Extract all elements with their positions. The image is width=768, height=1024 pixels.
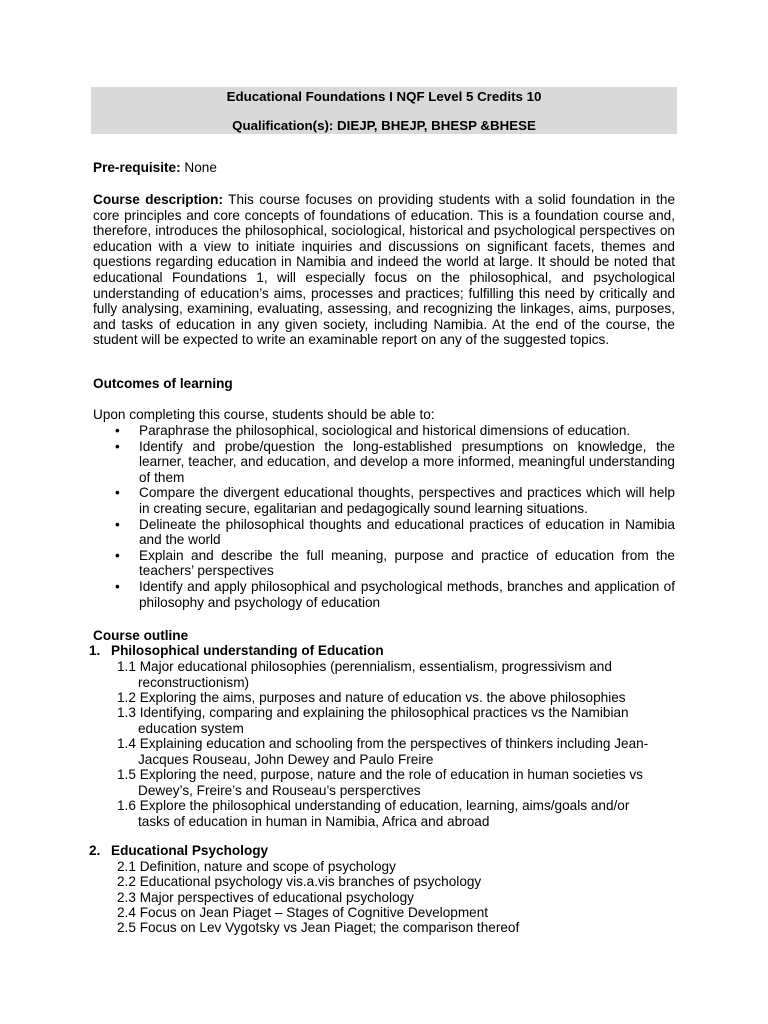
list-item: • Identify and apply philosophical and psychological methods, branches and application of philosophy and psychology of education <box>115 578 675 610</box>
outline-item-1-1: 1.1 Major educational philosophies (perennialism, essentialism, progressivism and reconstructionism) <box>117 659 612 690</box>
list-item: • Compare the divergent educational thoughts, perspectives and practices which will help in creating secure, egalitarian and pedagogically sound learning situations. <box>115 485 675 516</box>
outline-item-2-5: 2.5 Focus on Lev Vygotsky vs Jean Piaget; the comparison thereof <box>117 920 520 935</box>
list-item: • Delineate the philosophical thoughts and educational practices of education in Namibia and the world <box>115 516 675 548</box>
outline-item-2-1: 2.1 Definition, nature and scope of psychology <box>117 859 396 874</box>
outcomes-heading: Outcomes of learning <box>93 376 233 391</box>
outline-item-1-5: 1.5 Exploring the need, purpose, nature and the role of education in human societies vs Dewey’s, Freire’s and Rouseau’s persperctives <box>117 767 643 798</box>
list-item: • Explain and describe the full meaning, purpose and practice of education from the teachers’ perspectives <box>115 547 675 579</box>
list-item: • Paraphrase the philosophical, sociological and historical dimensions of education. <box>115 423 631 438</box>
outline-item-2-3: 2.3 Major perspectives of educational psychology <box>117 890 414 905</box>
outline-item-1-2: 1.2 Exploring the aims, purposes and nature of education vs. the above philosophies <box>117 690 626 705</box>
bullet-icon: • <box>115 516 120 532</box>
bullet-icon: • <box>115 485 120 501</box>
prerequisite-value: None <box>180 160 217 175</box>
course-header <box>91 87 677 134</box>
qualifications: Qualification(s): DIEJP, BHEJP, BHESP &BHESE <box>232 118 536 133</box>
prerequisite-label: Pre-requisite: <box>93 160 181 175</box>
bullet-icon: • <box>115 423 120 438</box>
outline-item-2-4: 2.4 Focus on Jean Piaget – Stages of Cognitive Development <box>117 905 489 920</box>
outline-item-2-2: 2.2 Educational psychology vis.a.vis branches of psychology <box>117 874 482 889</box>
section-2-number: 2. <box>89 843 101 858</box>
outline-item-1-6: 1.6 Explore the philosophical understanding of education, learning, aims/goals and/or tasks of education in human in Namibia, Africa and abroad <box>117 798 630 829</box>
section-2-title: Educational Psychology <box>111 843 269 858</box>
section-1-title: Philosophical understanding of Education <box>111 643 384 658</box>
course-title: Educational Foundations I NQF Level 5 Credits 10 <box>226 89 542 104</box>
bullet-icon: • <box>115 578 120 594</box>
outline-item-1-3: 1.3 Identifying, comparing and explaining the philosophical practices vs the Namibian education system <box>117 705 629 736</box>
outline-item-1-4: 1.4 Explaining education and schooling from the perspectives of thinkers including Jean- Jacques Rouseau, John Dewey and Paulo Freire <box>117 736 649 767</box>
bullet-icon: • <box>115 438 120 454</box>
section-1-number: 1. <box>89 643 101 658</box>
course-outline-heading: Course outline <box>93 628 189 643</box>
prerequisite <box>93 160 675 176</box>
outcomes-intro: Upon completing this course, students should be able to: <box>93 407 435 422</box>
course-description <box>93 192 675 348</box>
course-description-label: Course description: <box>93 192 224 207</box>
bullet-icon: • <box>115 547 120 563</box>
outcomes-list <box>93 423 675 610</box>
list-item: • Identify and probe/question the long-established presumptions on knowledge, the learner, teacher, and education, and develop a more informed, meaningful understanding of them <box>115 438 675 485</box>
course-description-text: This course focuses on providing students with a solid foundation in the core principles and core concepts of foundations of education. This is a foundation course and, therefore, introduces the philosophical, sociological, historical and psychological perspectives on education with a view to initiate inquiries and discussions on significant facets, themes and questions regarding education in Namibia and indeed the world at large. It should be noted that educational Foundations 1, will especially focus on the philosophical, and psychological understanding of education’s aims, processes and practices; fulfilling this need by critically and fully analysing, examining, evaluating, assessing, and recognizing the linkages, aims, purposes, and tasks of education in any given society, including Namibia. At the end of the course, the student will be expected to write an examinable report on any of the suggested topics. <box>93 192 675 348</box>
